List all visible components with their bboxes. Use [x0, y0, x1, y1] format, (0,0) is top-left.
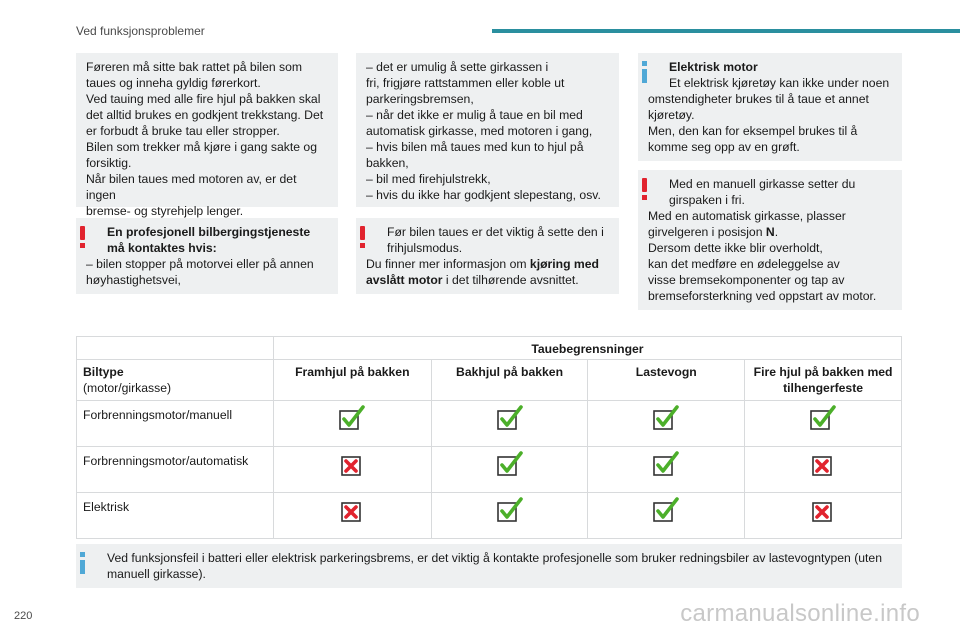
warning-icon [641, 178, 648, 200]
column-header: Lastevogn [588, 360, 745, 401]
list-item: – hvis du ikke har godkjent slepestang, osv. [366, 188, 601, 202]
list-item: – bil med firehjulstrekk, [366, 172, 491, 186]
warning-line: Med en manuell girkasse setter du [669, 177, 856, 191]
row-label: Elektrisk [77, 493, 274, 539]
check-icon [496, 497, 524, 525]
table-row [77, 493, 902, 539]
warning-line: girspaken i fri. [669, 193, 745, 207]
vehicle-type-header: Biltype (motor/girkasse) [77, 360, 274, 401]
warning-line: – bilen stopper på motorvei eller på annen [86, 257, 314, 271]
freewheel-warning [356, 218, 619, 294]
warning-line: Før bilen taues er det viktig å sette den i [387, 225, 604, 239]
warning-line: girvelgeren i posisjon N. [648, 225, 779, 239]
intro-line: bremse- og styrehjelp lenger. [86, 204, 244, 218]
intro-line: taues og inneha gyldig førerkort. [86, 76, 261, 90]
battery-failure-info [76, 544, 902, 588]
info-line: Men, den kan for eksempel brukes til å [648, 124, 858, 138]
conditions-list-box [356, 53, 619, 207]
cross-icon [338, 497, 366, 525]
warning-title: En profesjonell bilbergingstjeneste [107, 225, 311, 239]
warning-line: Du finner mer informasjon om kjøring med [366, 257, 599, 271]
info-title: Elektrisk motor [669, 60, 758, 74]
header-accent-bar [492, 29, 960, 33]
table-span-header: Tauebegrensninger [273, 337, 901, 360]
gearbox-warning [638, 170, 902, 310]
warning-line: kan det medføre en ødeleggelse av [648, 257, 840, 271]
intro-line: Når bilen taues med motoren av, er det ingen [86, 172, 297, 202]
column-header: Fire hjul på bakken med tilhengerfeste [745, 360, 902, 401]
table-span-header-row [77, 337, 902, 360]
column-header: Bakhjul på bakken [431, 360, 588, 401]
table-corner-cell [77, 337, 274, 360]
intro-line: er forbudt å bruke tau eller stropper. [86, 124, 280, 138]
warning-line: bremseforsterkning ved oppstart av motor. [648, 289, 877, 303]
info-line: omstendigheter brukes til å taue et annet [648, 92, 869, 106]
warning-line: visse bremsekomponenter og tap av [648, 273, 845, 287]
warning-title: må kontaktes hvis: [107, 241, 217, 255]
check-icon [496, 405, 524, 433]
warning-icon [79, 226, 86, 248]
info-icon [641, 61, 648, 83]
warning-line: Med en automatisk girkasse, plasser [648, 209, 846, 223]
page-header-title: Ved funksjonsproblemer [76, 24, 205, 38]
column-header: Framhjul på bakken [273, 360, 431, 401]
table-header-row [77, 360, 902, 401]
check-icon [652, 405, 680, 433]
check-icon [652, 451, 680, 479]
check-icon [652, 497, 680, 525]
check-icon [809, 405, 837, 433]
warning-line: Dersom dette ikke blir overholdt, [648, 241, 823, 255]
info-line: komme seg opp av en grøft. [648, 140, 800, 154]
info-line: Et elektrisk kjøretøy kan ikke under noen [669, 76, 890, 90]
info-line: manuell girkasse). [107, 567, 206, 581]
list-item: fri, frigjøre rattstammen eller koble ut [366, 76, 565, 90]
list-item: – hvis bilen må taues med kun to hjul på [366, 140, 584, 154]
check-icon [496, 451, 524, 479]
table-row [77, 447, 902, 493]
list-item: parkeringsbremsen, [366, 92, 474, 106]
intro-line: Ved tauing med alle fire hjul på bakken skal [86, 92, 321, 106]
electric-motor-info [638, 53, 902, 161]
intro-line: forsiktig. [86, 156, 132, 170]
row-label: Forbrenningsmotor/manuell [77, 401, 274, 447]
warning-line: avslått motor i det tilhørende avsnittet. [366, 273, 579, 287]
list-item: bakken, [366, 156, 409, 170]
watermark: carmanualsonline.info [680, 600, 920, 627]
cross-icon [809, 451, 837, 479]
intro-line: Føreren må sitte bak rattet på bilen som [86, 60, 303, 74]
warning-icon [359, 226, 366, 248]
warning-line: høyhastighetsvei, [86, 273, 181, 287]
check-icon [338, 405, 366, 433]
warning-line: frihjulsmodus. [387, 241, 463, 255]
intro-line: Bilen som trekker må kjøre i gang sakte og [86, 140, 317, 154]
cross-icon [338, 451, 366, 479]
row-label: Forbrenningsmotor/automatisk [77, 447, 274, 493]
page-number: 220 [14, 610, 33, 622]
professional-service-warning [76, 218, 338, 294]
intro-line: det alltid brukes en godkjent trekkstang. Det [86, 108, 324, 122]
info-line: Ved funksjonsfeil i batteri eller elektrisk parkeringsbrems, er det viktig å kontakte profesjonelle som bruker redningsbiler av lastevogntypen (uten [107, 551, 882, 565]
list-item: – når det ikke er mulig å taue en bil med [366, 108, 583, 122]
towing-restrictions-table [76, 336, 902, 539]
list-item: – det er umulig å sette girkassen i [366, 60, 549, 74]
info-line: kjøretøy. [648, 108, 695, 122]
cross-icon [809, 497, 837, 525]
table-row [77, 401, 902, 447]
list-item: automatisk girkasse, med motoren i gang, [366, 124, 593, 138]
info-icon [79, 552, 86, 574]
towing-intro-box [76, 53, 338, 218]
